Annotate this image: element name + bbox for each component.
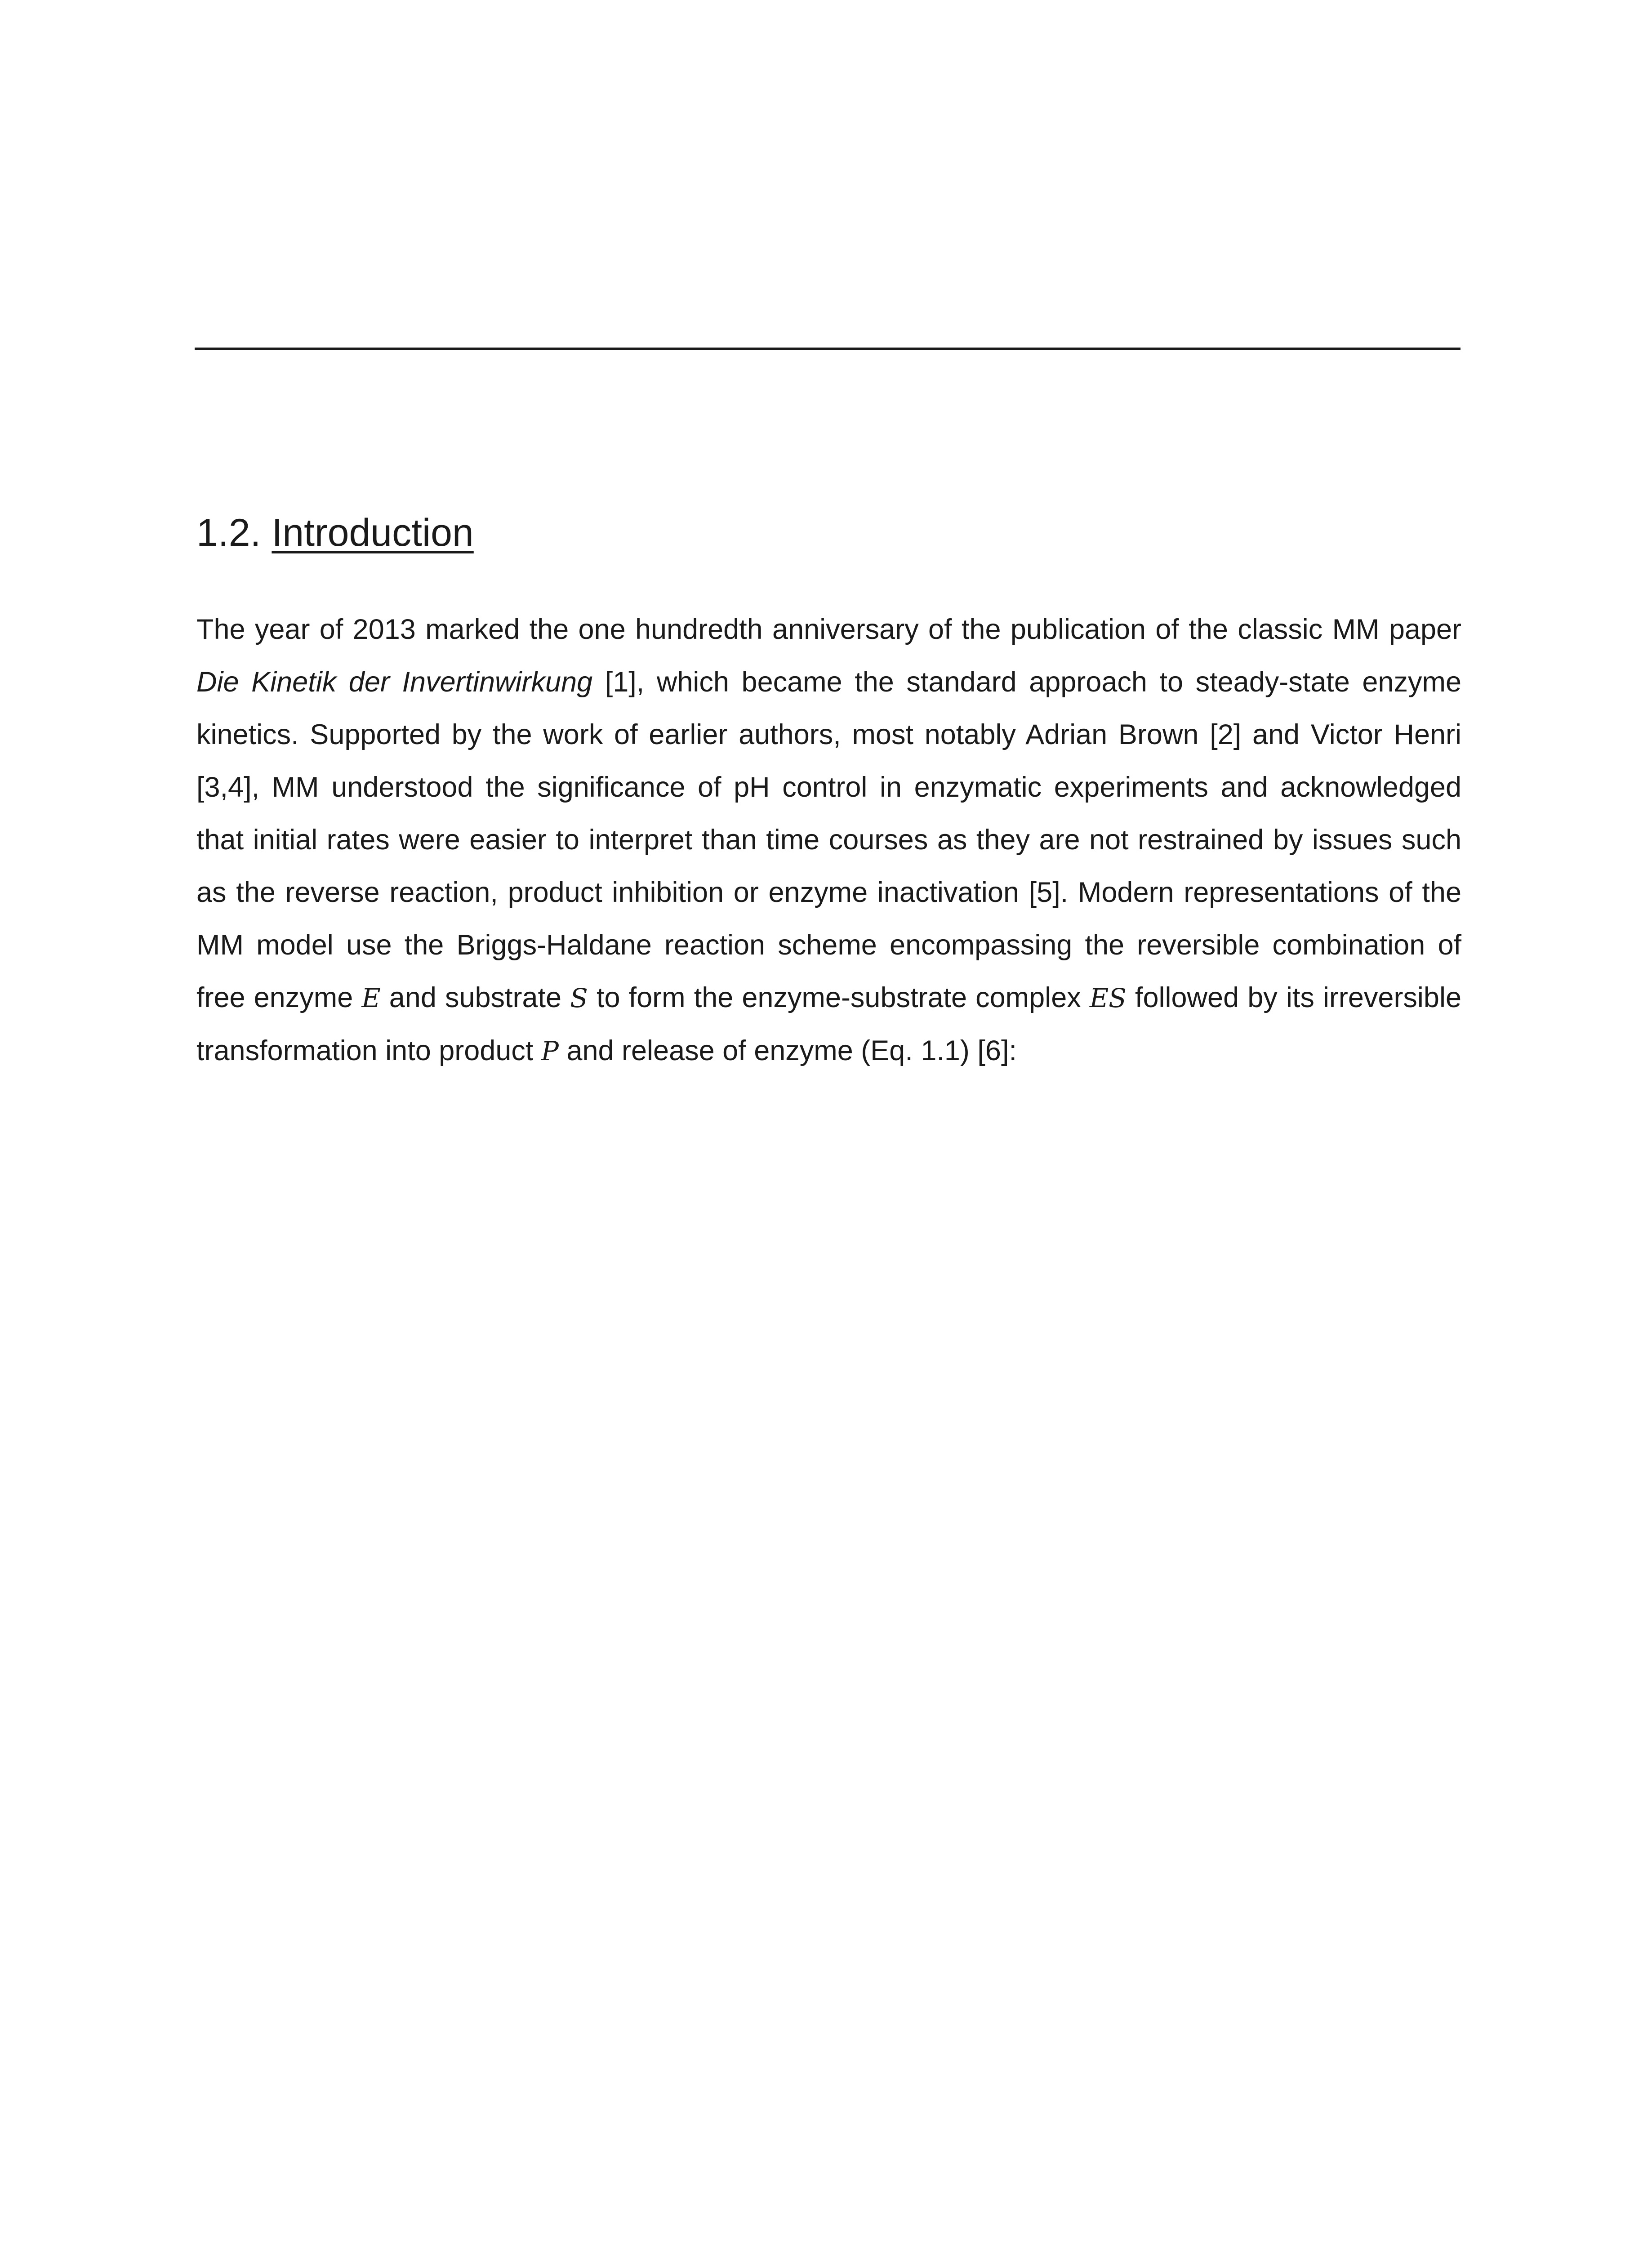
paragraph-text: and substrate	[380, 982, 570, 1013]
paragraph-text: to form the enzyme-substrate complex	[588, 982, 1090, 1013]
body-paragraph	[196, 603, 1461, 1078]
math-symbol-substrate: S	[570, 983, 588, 1013]
paragraph-text: and release of enzyme (Eq. 1.1) [6]:	[558, 1035, 1017, 1066]
cited-paper-title: Die Kinetik der Invertinwirkung	[196, 666, 593, 698]
header-rule	[195, 348, 1461, 350]
section-heading	[196, 504, 474, 562]
section-number: 1.2.	[196, 511, 261, 554]
math-symbol-product: P	[541, 1036, 559, 1066]
section-title: Introduction	[272, 511, 474, 554]
paragraph-text: The year of 2013 marked the one hundredth anniversary of the publication of the classic MM paper	[196, 614, 1461, 645]
math-symbol-enzyme: E	[361, 983, 381, 1013]
math-symbol-complex: ES	[1089, 983, 1127, 1013]
paragraph-text: followed by its irreversible transformation into product	[196, 982, 1461, 1066]
paragraph-text: [1], which became the standard approach to steady-state enzyme kinetics. Supported by the work of earlier authors, most notably Adrian Brown [2] and Victor Henri [3,4], MM understood the significance of pH control in enzymatic experiments and acknowledged that initial rates were easier to interpret than time courses as they are not restrained by issues such as the reverse reaction, product inhibition or enzyme inactivation [5]. Modern representations of the MM model use the Briggs-Haldane reaction scheme encompassing the reversible combination of free enzyme	[196, 666, 1461, 1013]
